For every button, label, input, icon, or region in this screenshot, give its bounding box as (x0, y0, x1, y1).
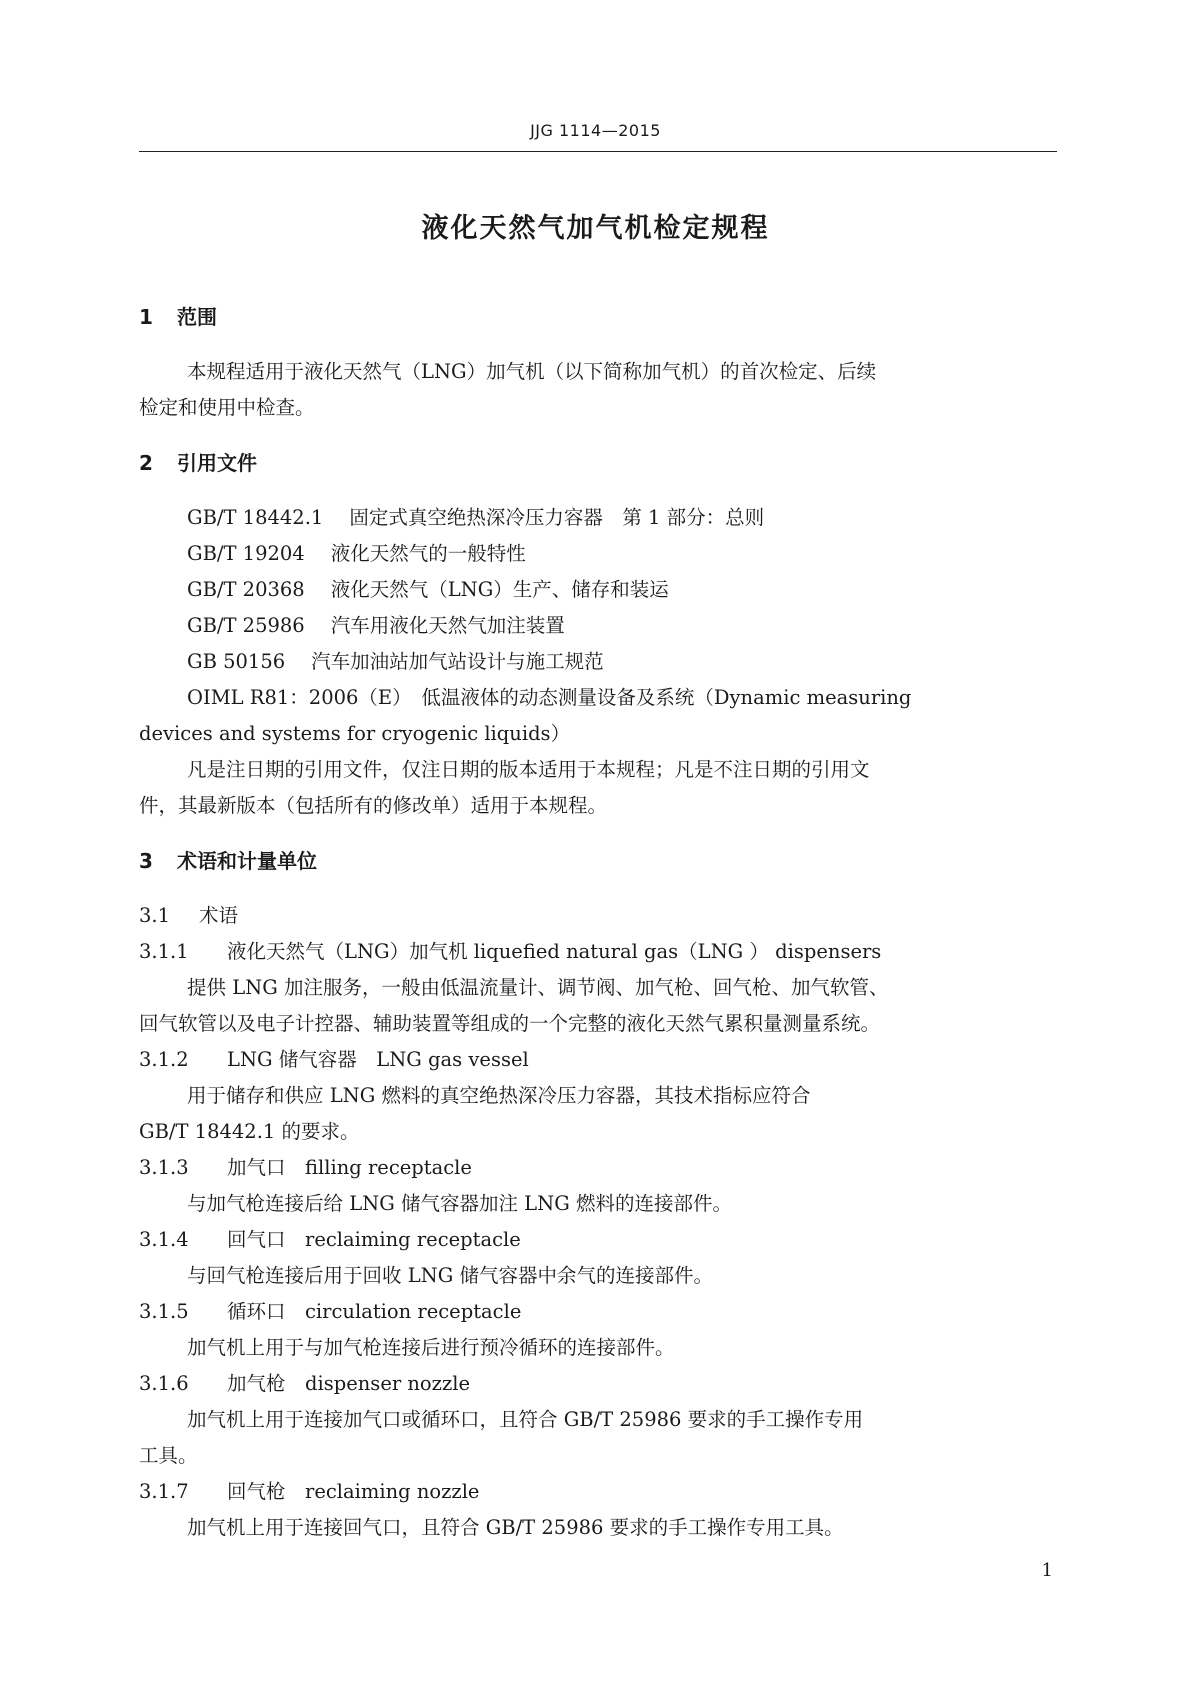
term-title: 3.1.4 回气口 reclaiming receptacle (139, 1228, 521, 1251)
standard-code: JJG 1114—2015 (530, 121, 661, 140)
term-definition: 工具。 (139, 1444, 198, 1467)
paragraph-line: 检定和使用中检查。 (139, 396, 315, 419)
term-title: 3.1.5 循环口 circulation receptacle (139, 1300, 522, 1323)
paragraph-line: 件，其最新版本（包括所有的修改单）适用于本规程。 (139, 794, 608, 817)
section-number: 3 (139, 849, 153, 873)
reference-item: GB 50156 汽车加油站加气站设计与施工规范 (187, 650, 604, 673)
paragraph-line: 凡是注日期的引用文件，仅注日期的版本适用于本规程；凡是不注日期的引用文 (187, 758, 870, 781)
term-entry (139, 1474, 1057, 1546)
page-number: 1 (1041, 1560, 1053, 1581)
term-title: 3.1.1 液化天然气（LNG）加气机 liquefied natural gas（LNG ） dispensers (139, 940, 882, 963)
reference-item: GB/T 20368 液化天然气（LNG）生产、储存和装运 (187, 578, 669, 601)
term-entry (139, 1222, 1057, 1294)
term-entry (139, 934, 1057, 1042)
term-definition: GB/T 18442.1 的要求。 (139, 1120, 360, 1143)
reference-item: GB/T 19204 液化天然气的一般特性 (187, 542, 526, 565)
term-definition: 与回气枪连接后用于回收 LNG 储气容器中余气的连接部件。 (187, 1264, 713, 1287)
term-definition: 加气机上用于连接回气口，且符合 GB/T 25986 要求的手工操作专用工具。 (187, 1516, 844, 1539)
reference-item: OIML R81：2006（E） 低温液体的动态测量设备及系统（Dynamic measuring (187, 686, 912, 709)
section-heading-terms (139, 834, 1057, 888)
term-definition: 与加气枪连接后给 LNG 储气容器加注 LNG 燃料的连接部件。 (187, 1192, 732, 1215)
term-entry (139, 1150, 1057, 1222)
section-heading-references (139, 436, 1057, 490)
section-heading-scope (139, 290, 1057, 344)
term-definition: 加气机上用于连接加气口或循环口，且符合 GB/T 25986 要求的手工操作专用 (187, 1408, 864, 1431)
document-title: 液化天然气加气机检定规程 (421, 213, 770, 244)
term-entry (139, 1042, 1057, 1150)
section-title: 范围 (177, 305, 217, 329)
paragraph-line: 本规程适用于液化天然气（LNG）加气机（以下简称加气机）的首次检定、后续 (187, 360, 877, 383)
reference-item-continued: devices and systems for cryogenic liquids） (139, 722, 571, 745)
document-body (139, 290, 1057, 1546)
reference-item: GB/T 18442.1 固定式真空绝热深冷压力容器 第 1 部分：总则 (187, 506, 765, 529)
reference-list (139, 500, 1057, 752)
subsection-heading: 3.1 术语 (139, 904, 239, 927)
term-title: 3.1.2 LNG 储气容器 LNG gas vessel (139, 1048, 529, 1071)
term-title: 3.1.7 回气枪 reclaiming nozzle (139, 1480, 480, 1503)
section-title: 术语和计量单位 (177, 849, 317, 873)
term-entry (139, 1294, 1057, 1366)
term-definition: 用于储存和供应 LNG 燃料的真空绝热深冷压力容器，其技术指标应符合 (187, 1084, 811, 1107)
reference-item: GB/T 25986 汽车用液化天然气加注装置 (187, 614, 565, 637)
term-definition: 提供 LNG 加注服务，一般由低温流量计、调节阀、加气枪、回气枪、加气软管、 (187, 976, 889, 999)
section-title: 引用文件 (177, 451, 257, 475)
term-definition: 加气机上用于与加气枪连接后进行预冷循环的连接部件。 (187, 1336, 675, 1359)
term-entry (139, 1366, 1057, 1474)
term-title: 3.1.3 加气口 filling receptacle (139, 1156, 472, 1179)
term-title: 3.1.6 加气枪 dispenser nozzle (139, 1372, 470, 1395)
section-number: 1 (139, 305, 153, 329)
section-number: 2 (139, 451, 153, 475)
header-divider (139, 151, 1057, 152)
term-definition: 回气软管以及电子计控器、辅助装置等组成的一个完整的液化天然气累积量测量系统。 (139, 1012, 881, 1035)
